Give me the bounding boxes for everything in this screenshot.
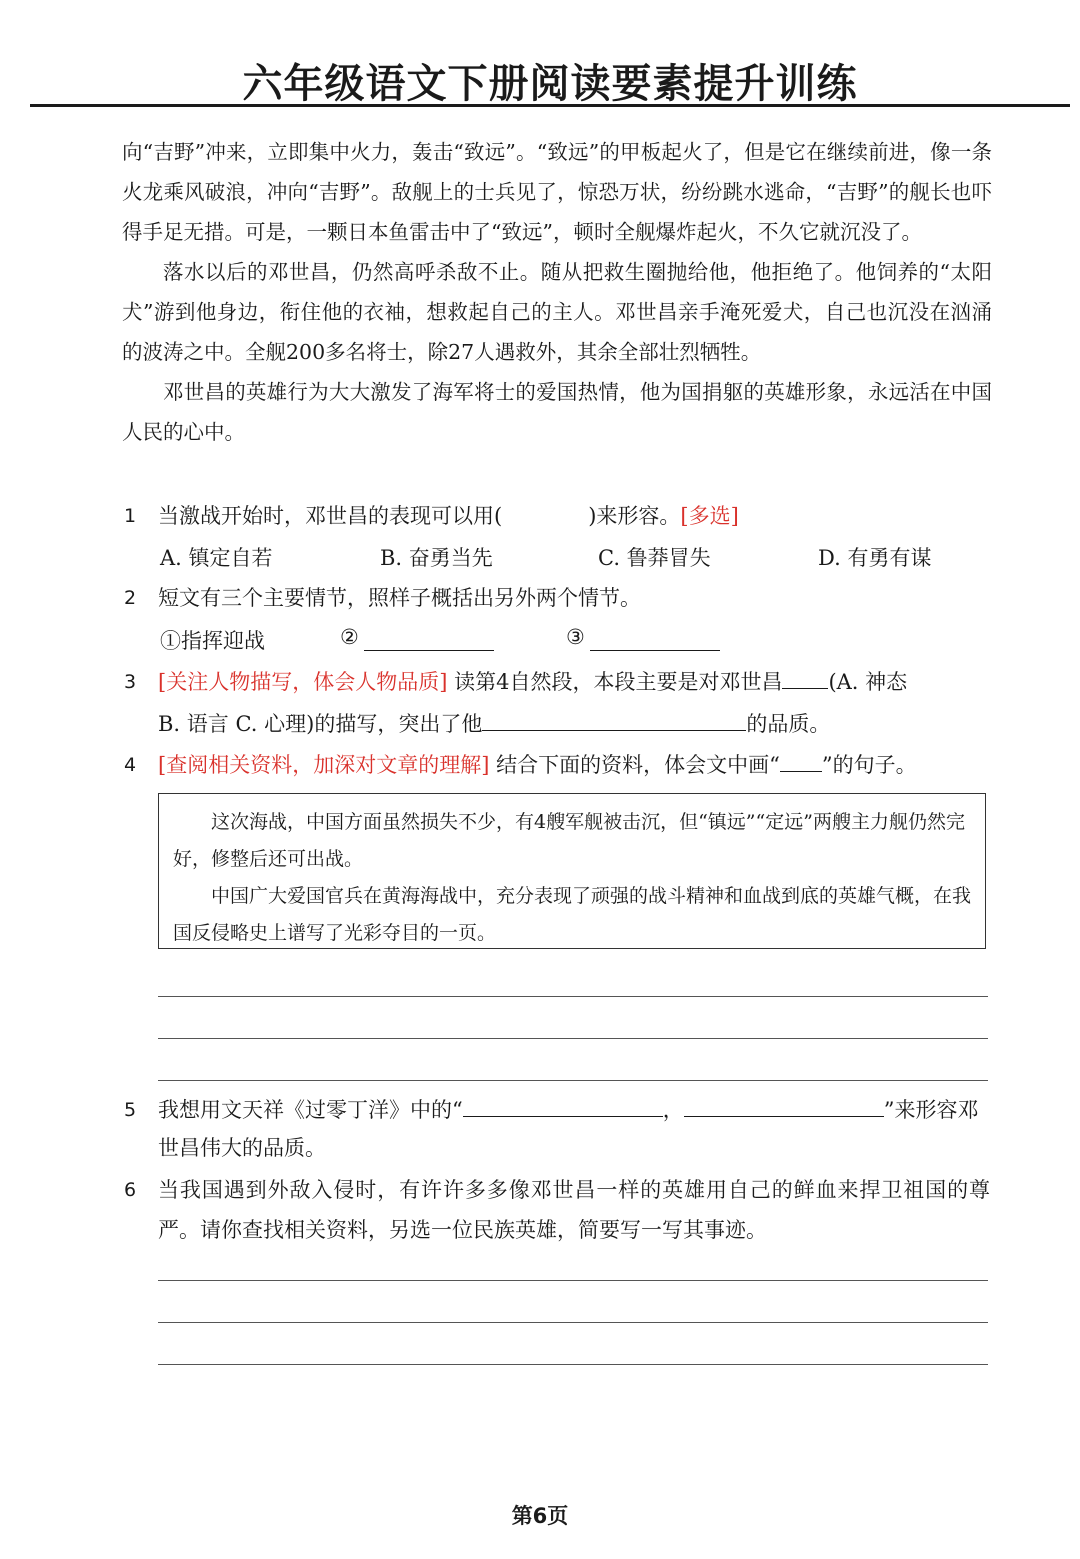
plot-2-marker: ② <box>340 625 359 649</box>
question-5 <box>0 1090 1080 1130</box>
question-5-continued <box>158 1128 990 1168</box>
answer-line[interactable] <box>158 1322 988 1323</box>
header-divider <box>30 104 1070 107</box>
plot-2-blank[interactable] <box>364 628 494 651</box>
question-4 <box>0 745 1080 785</box>
option-c[interactable]: C. 鲁莽冒失 <box>598 546 711 570</box>
question-6-text: 当我国遇到外敌入侵时，有许许多多像邓世昌一样的英雄用自己的鲜血来捍卫祖国的尊严。请你查找相关资料，另选一位民族英雄，简要写一写其事迹。 <box>158 1178 990 1242</box>
answer-line[interactable] <box>158 1280 988 1281</box>
option-a[interactable]: A. 镇定自若 <box>160 546 273 570</box>
question-6 <box>0 1170 1080 1250</box>
question-3-continued <box>158 704 990 744</box>
passage-paragraph-3: 邓世昌的英雄行为大大激发了海军将士的爱国热情，他为国捐躯的英雄形象，永远活在中国人民的心中。 <box>122 380 992 444</box>
question-number: 3 <box>124 671 137 693</box>
plot-3-blank[interactable] <box>590 628 720 651</box>
question-3-stem-end: 的品质。 <box>746 712 831 736</box>
question-1-stem-end: )来形容。 <box>588 504 681 528</box>
page-number: 第6页 <box>511 1504 569 1528</box>
question-5-stem-tail: 世昌伟大的品质。 <box>158 1136 326 1160</box>
question-2 <box>0 578 1080 618</box>
question-2-text: 短文有三个主要情节，照样子概括出另外两个情节。 <box>158 586 641 610</box>
question-4-stem-start: 结合下面的资料，体会文中画“ <box>496 753 780 777</box>
reading-passage <box>122 132 992 452</box>
question-5-stem-start: 我想用文天祥《过零丁洋》中的“ <box>158 1098 463 1122</box>
answer-blank[interactable] <box>482 708 746 731</box>
question-4-stem-end: ”的句子。 <box>821 753 917 777</box>
question-1-stem-start: 当激战开始时，邓世昌的表现可以用( <box>158 504 503 528</box>
multi-select-tag: [多选] <box>680 504 739 528</box>
answer-line[interactable] <box>158 1038 988 1039</box>
question-5-comma: ， <box>662 1098 684 1122</box>
underline-sample <box>780 749 822 772</box>
answer-line[interactable] <box>158 996 988 997</box>
question-1-text <box>158 496 990 536</box>
poem-line-blank-2[interactable] <box>684 1094 884 1117</box>
question-3-line-1 <box>158 662 990 702</box>
question-5-line-1 <box>158 1090 990 1130</box>
option-b[interactable]: B. 奋勇当先 <box>380 546 493 570</box>
question-5-stem-end: ”来形容邓 <box>883 1098 979 1122</box>
material-paragraph-1: 这次海战，中国方面虽然损失不少，有4艘军舰被击沉，但“镇远”“定远”两艘主力舰仍然完好，修整后还可出战。 <box>173 811 965 870</box>
question-1 <box>0 496 1080 536</box>
plot-3-marker: ③ <box>566 625 585 649</box>
question-4-text <box>158 745 990 785</box>
reference-material-box <box>158 793 986 949</box>
question-number: 5 <box>124 1099 137 1121</box>
passage-paragraph-1: 向“吉野”冲来，立即集中火力，轰击“致远”。“致远”的甲板起火了，但是它在继续前进，像一条火龙乘风破浪，冲向“吉野”。敌舰上的士兵见了，惊恐万状，纷纷跳水逃命，“吉野”的舰长也吓得手足无措。可是，一颗日本鱼雷击中了“致远”，顿时全舰爆炸起火，不久它就沉没了。 <box>122 140 992 244</box>
question-3-stem-start: 读第4自然段，本段主要是对邓世昌 <box>454 670 783 694</box>
skill-tag: [查阅相关资料，加深对文章的理解] <box>158 753 490 777</box>
question-number: 1 <box>124 505 137 527</box>
passage-paragraph-2: 落水以后的邓世昌，仍然高呼杀敌不止。随从把救生圈抛给他，他拒绝了。他饲养的“太阳犬”游到他身边，衔住他的衣袖，想救起自己的主人。邓世昌亲手淹死爱犬，自己也沉没在汹涌的波涛之中。全舰200多名将士，除27人遇救外，其余全部壮烈牺牲。 <box>122 260 992 364</box>
plot-example: ①指挥迎战 <box>160 629 265 653</box>
answer-line[interactable] <box>158 1364 988 1365</box>
answer-line[interactable] <box>158 1080 988 1081</box>
question-3-option-a: (A. 神态 <box>828 670 908 694</box>
question-number: 4 <box>124 754 137 776</box>
poem-line-blank-1[interactable] <box>463 1094 663 1117</box>
option-d[interactable]: D. 有勇有谋 <box>818 546 932 570</box>
answer-blank[interactable] <box>782 666 828 689</box>
question-3-options-bc: B. 语言 C. 心理)的描写，突出了他 <box>158 712 483 736</box>
page-title: 六年级语文下册阅读要素提升训练 <box>242 61 858 107</box>
question-number: 6 <box>124 1179 137 1201</box>
skill-tag: [关注人物描写，体会人物品质] <box>158 670 448 694</box>
material-paragraph-2: 中国广大爱国官兵在黄海海战中，充分表现了顽强的战斗精神和血战到底的英雄气概，在我国反侵略史上谱写了光彩夺目的一页。 <box>173 885 972 944</box>
question-number: 2 <box>124 587 137 609</box>
question-3 <box>0 662 1080 702</box>
